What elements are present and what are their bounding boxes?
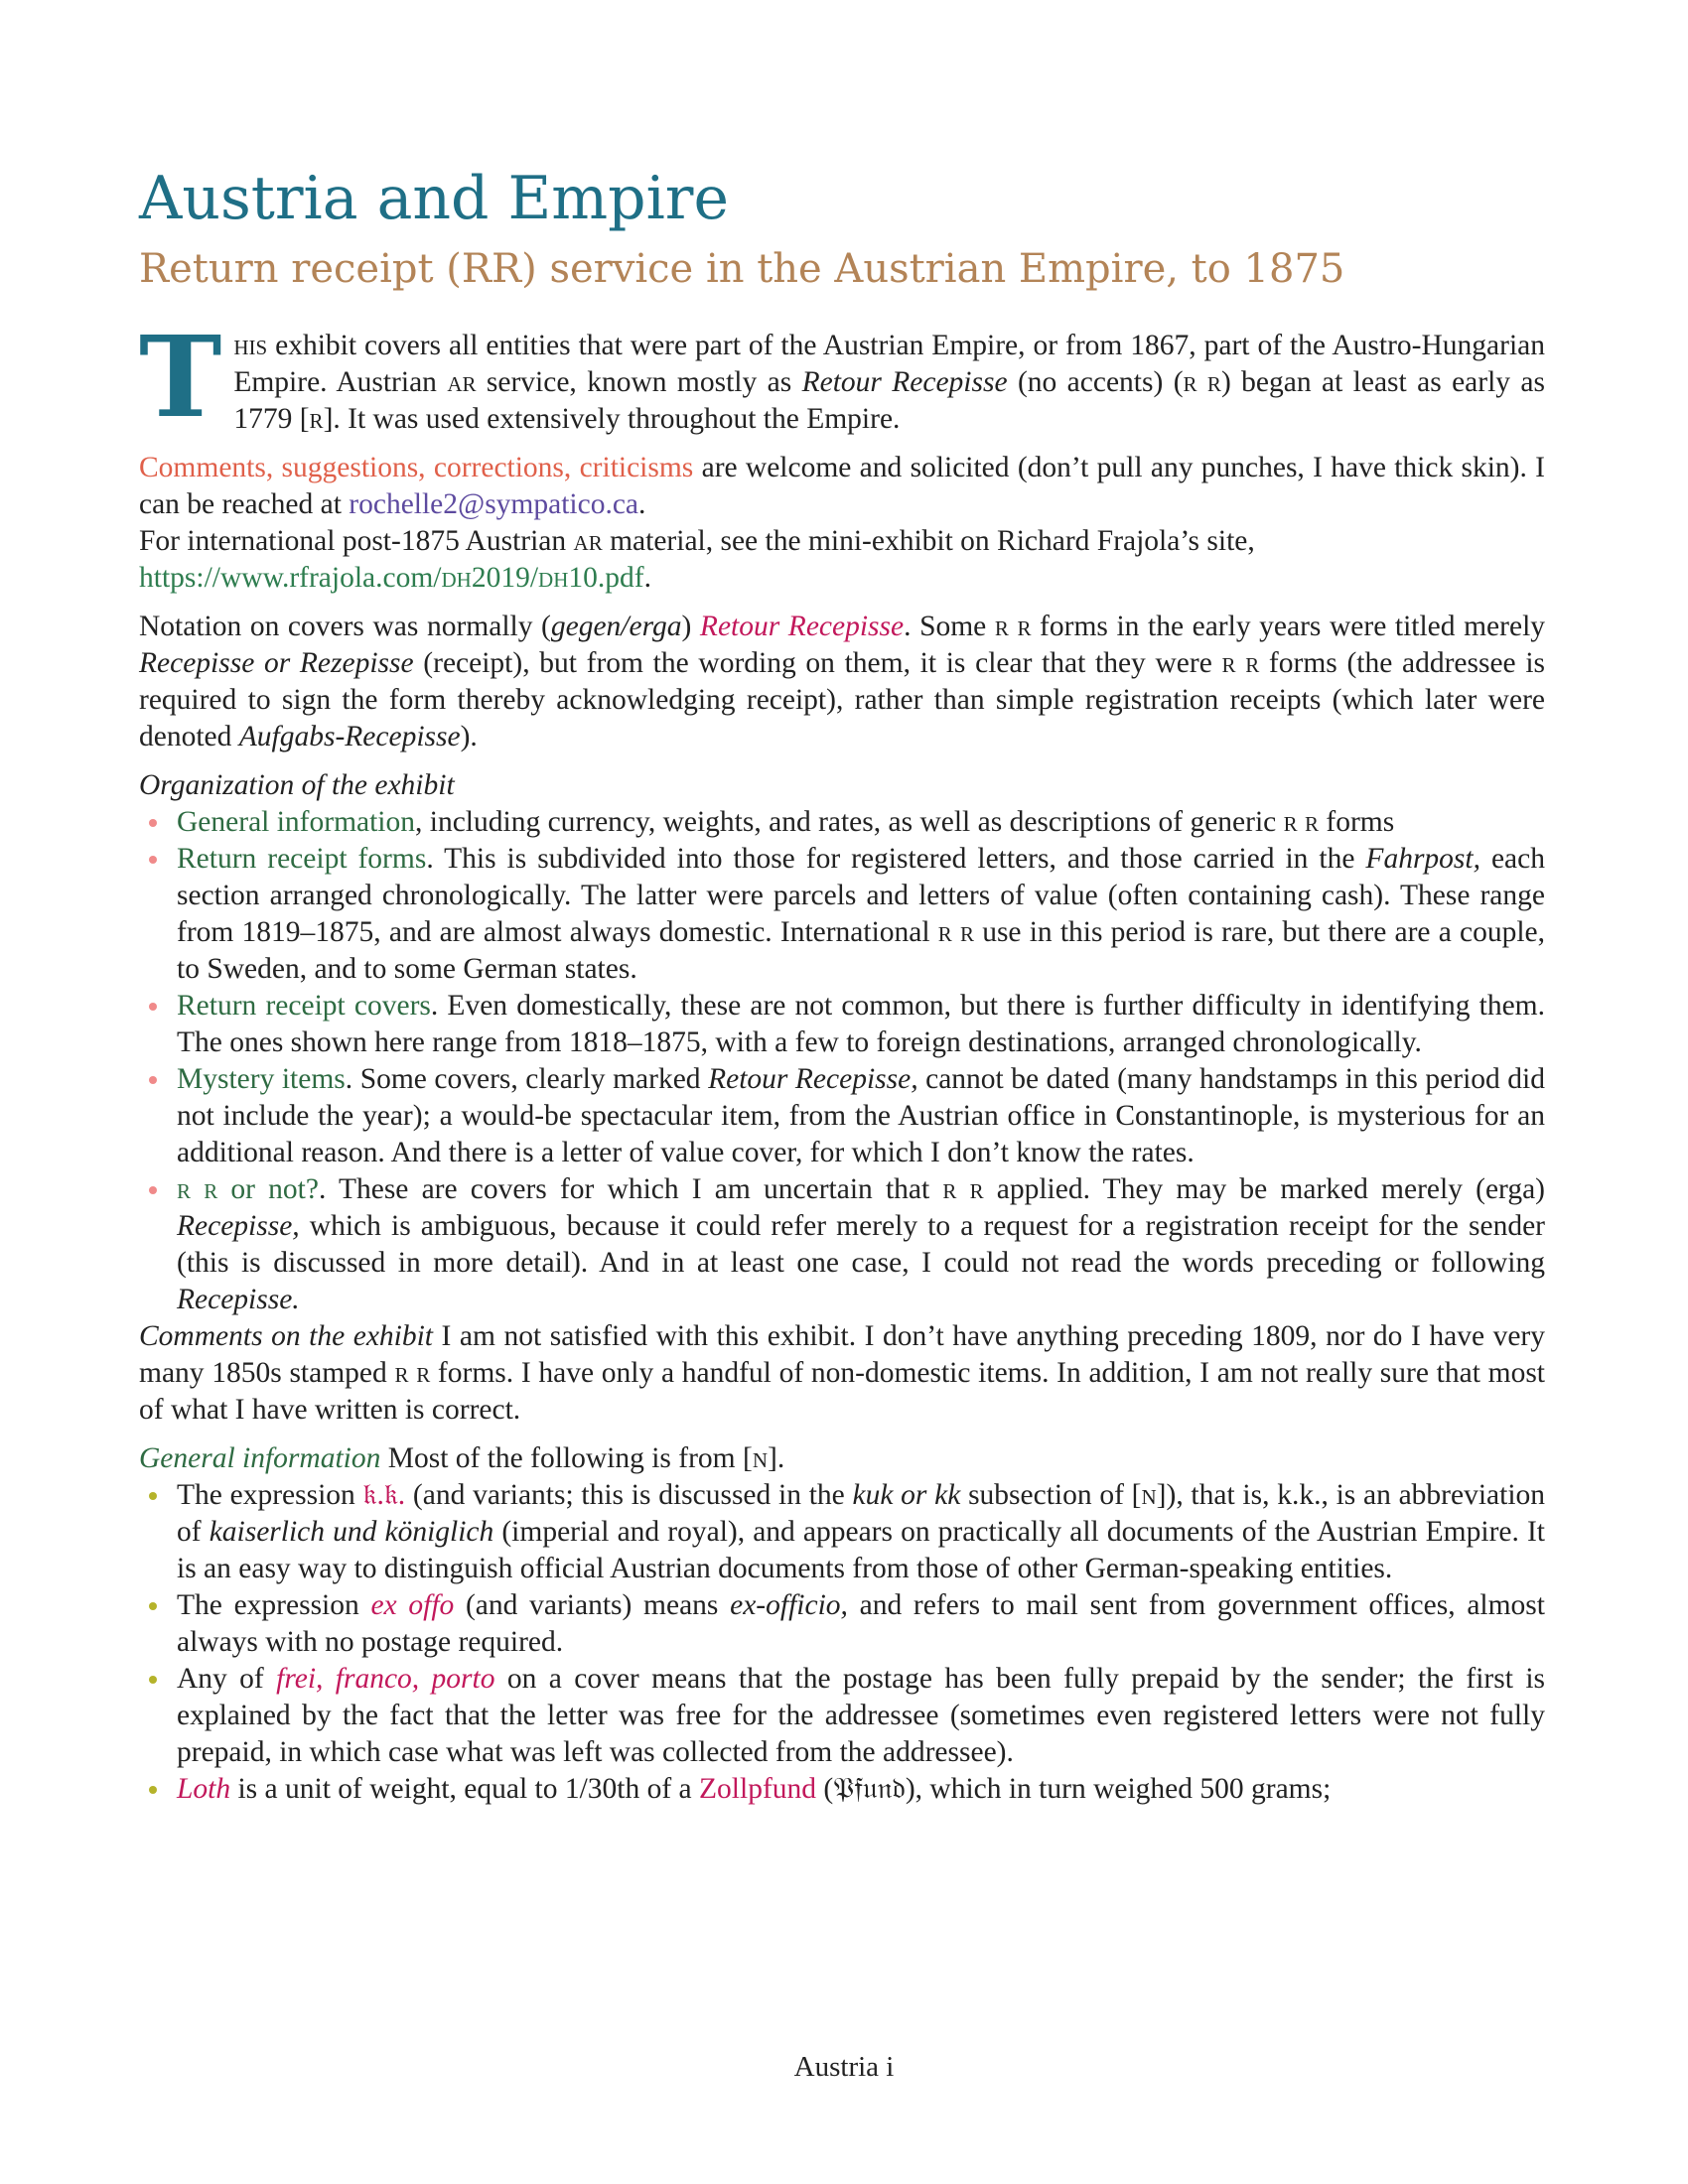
international-paragraph: For international post-1875 Austrian ar material, see the mini-exhibit on Richard Frajola’s site, https://www.rfrajola.com/dh2019/dh10.pdf. — [139, 525, 1255, 594]
list-item: The expression ex offo (and variants) means ex-officio, and refers to mail sent from government offices, almost always with no postage required. — [139, 1587, 1545, 1661]
notation-paragraph: Notation on covers was normally (gegen/erga) Retour Recepisse. Some r r forms in the early years were titled merely Recepisse or Rezepisse (receipt), but from the wording on them, it is clear that they were r r forms (the addressee is required to sign the form thereby acknowledging receipt), rather than simple registration receipts (which later were denoted Aufgabs-Recepisse). — [139, 611, 1546, 752]
comments-paragraph: Comments, suggestions, corrections, criticisms are welcome and solicited (don’t pull any punches, I have thick skin). I can be reached at rochelle2@sympatico.ca. — [139, 452, 1545, 520]
organization-list — [139, 804, 1545, 1318]
page-footer: Austria i — [793, 2051, 895, 2083]
general-information-link[interactable]: General information — [177, 806, 416, 838]
list-item: General information, including currency, weights, and rates, as well as descriptions of generic r r forms — [139, 804, 1545, 841]
list-item: Mystery items. Some covers, clearly marked Retour Recepisse, cannot be dated (many handstamps in this period did not include the year); a would-be spectacular item, from the Austrian office in Constantinople, is mysterious for an additional reason. And there is a letter of value cover, for which I don’t know the rates. — [139, 1061, 1545, 1171]
drop-cap: T — [139, 313, 222, 443]
frajola-url-link[interactable]: https://www.rfrajola.com/dh2019/dh10.pdf — [139, 562, 644, 594]
mystery-items-link[interactable]: Mystery items — [177, 1063, 346, 1095]
intro-paragraph: This exhibit covers all entities that were part of the Austrian Empire, or from 1867, part of the Austro-Hungarian Empire. Austrian ar service, known mostly as Retour Recepisse (no accents) (r r) began at least as early as 1779 [r]. It was used extensively throughout the Empire. — [139, 313, 1546, 443]
list-item: The expression 𝔨.𝔨. (and variants; this is discussed in the kuk or kk subsection of [n]), that is, k.k., is an abbreviation of kaiserlich und königlich (imperial and royal), and appears on practically all documents of the Austrian Empire. It is an easy way to distinguish official Austrian documents from those of other German-speaking entities. — [139, 1477, 1545, 1587]
organization-heading: Organization of the exhibit — [139, 769, 455, 801]
list-item: Any of frei, franco, porto on a cover means that the postage has been fully prepaid by the sender; the first is explained by the fact that the letter was free for the addressee (sometimes even registered letters were not fully prepaid, in which case what was left was collected from the addressee). — [139, 1661, 1545, 1771]
page-subtitle: Return receipt (RR) service in the Austrian Empire, to 1875 — [139, 246, 1345, 292]
comments-link[interactable]: Comments, suggestions, corrections, criticisms — [139, 452, 694, 483]
email-link[interactable]: rochelle2@sympatico.ca — [349, 488, 639, 520]
comments-exhibit-paragraph: Comments on the exhibit I am not satisfied with this exhibit. I don’t have anything preceding 1809, nor do I have very many 1850s stamped r r forms. I have only a handful of non-domestic items. In addition, I am not really sure that most of what I have written is correct. — [139, 1320, 1545, 1426]
general-info-heading: General information — [139, 1442, 381, 1474]
return-receipt-forms-link[interactable]: Return receipt forms — [177, 843, 427, 875]
comments-exhibit-heading: Comments on the exhibit — [139, 1320, 434, 1352]
return-receipt-covers-link[interactable]: Return receipt covers — [177, 990, 431, 1022]
list-item: Return receipt forms. This is subdivided into those for registered letters, and those carried in the Fahrpost, each section arranged chronologically. The latter were parcels and letters of value (often containing cash). These range from 1819–1875, and are almost always domestic. International r r use in this period is rare, but there are a couple, to Sweden, and to some German states. — [139, 841, 1545, 988]
rr-or-not-link[interactable]: r r or not? — [177, 1173, 319, 1205]
list-item: Return receipt covers. Even domestically, these are not common, but there is further difficulty in identifying them. The ones shown here range from 1818–1875, with a few to foreign destinations, arranged chronologically. — [139, 988, 1545, 1061]
general-info-list — [139, 1477, 1545, 1808]
general-info-paragraph: General information Most of the following is from [n]. — [139, 1442, 785, 1474]
list-item: r r or not?. These are covers for which I am uncertain that r r applied. They may be marked merely (erga) Recepisse, which is ambiguous, because it could refer merely to a request for a registration receipt for the sender (this is discussed in more detail). And in at least one case, I could not read the words preceding or following Recepisse. — [139, 1171, 1545, 1318]
content — [139, 159, 1545, 1808]
list-item: Loth is a unit of weight, equal to 1/30th of a Zollpfund (𝔓𝔣𝔲𝔫𝔡), which in turn weighed 500 grams; — [139, 1771, 1545, 1808]
page-title: Austria and Empire — [139, 164, 729, 233]
